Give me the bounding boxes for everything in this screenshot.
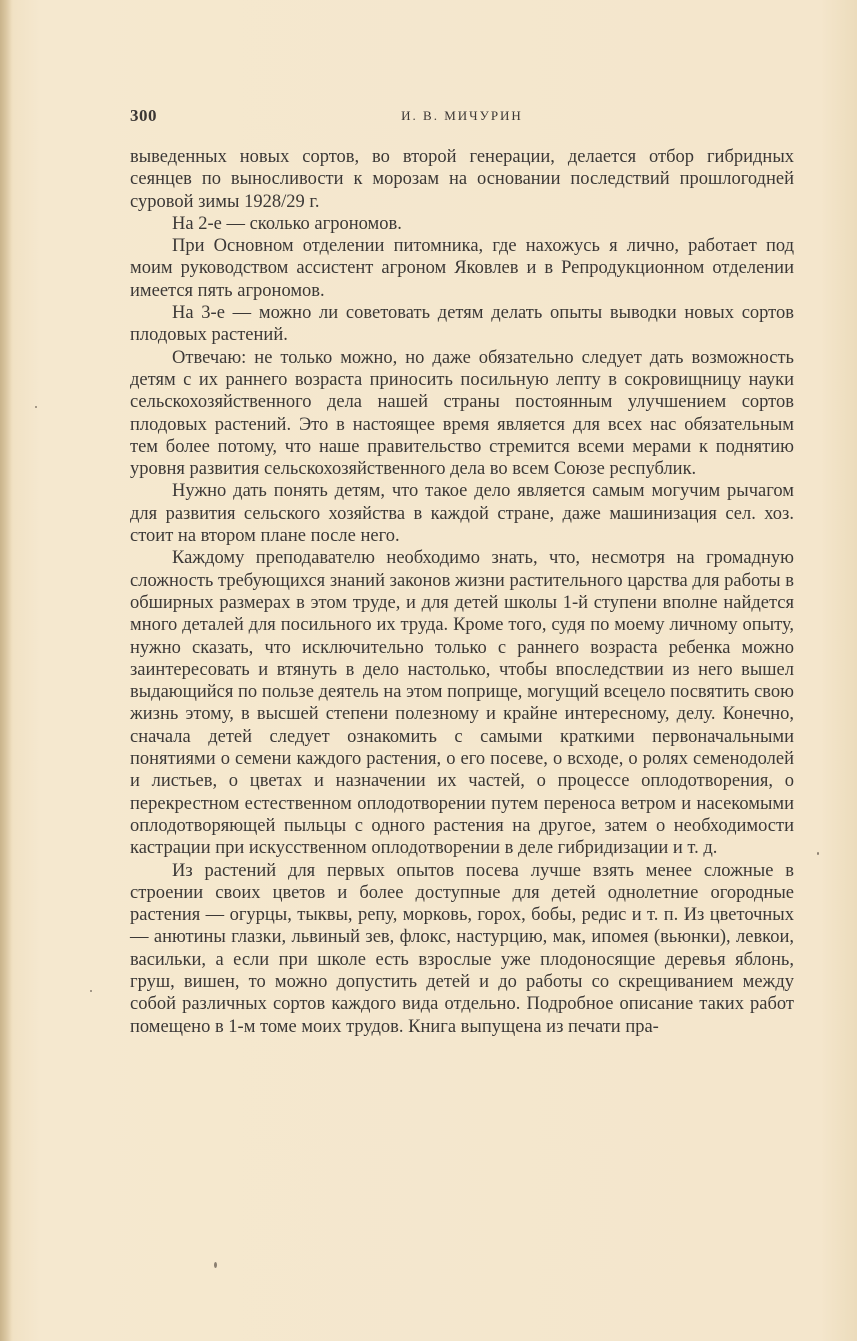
- paragraph: Отвечаю: не только можно, но даже обязательно следует дать возможность детям с их раннего возраста приносить посильную лепту в сокровищницу науки сельскохозяйственного дела нашей страны постоянным улучшением сортов плодовых растений. Это в настоящее время является для всех нас обязательным тем более потому, что наше правительство стремится всеми мерами к поднятию уровня развития сельскохозяйственного дела во всем Союзе республик.: [130, 347, 794, 480]
- paper-speck: [35, 406, 37, 408]
- paper-speck: [817, 852, 819, 855]
- paragraph: На 2-е — сколько агрономов.: [172, 213, 402, 234]
- paragraph: Каждому преподавателю необходимо знать, что, несмотря на громадную сложность требующихся знаний законов жизни растительного царства для работы в обширных размерах в этом труде, и для детей школы 1-й ступени вполне найдется много деталей для посильного их труда. Кроме того, судя по моему личному опыту, нужно сказать, что исключительно только с раннего возраста ребенка можно заинтересовать и втянуть в дело настолько, чтобы впоследствии из него вышел выдающийся по пользе деятель на этом поприще, могущий всецело посвятить свою жизнь этому, в высшей степени полезному и крайне интересному, делу. Конечно, сначала детей следует ознакомить с самыми краткими первоначальными понятиями о семени каждого растения, о его посеве, о всходе, о ролях семенодолей и листьев, о цветах и назначении их частей, о процессе оплодотворения, о перекрестном естественном оплодотворении путем переноса ветром и насекомыми оплодотворяющей пыльцы с одного растения на другое, затем о необходимости кастрации при искусственном оплодотворении в деле гибридизации и т. д.: [130, 548, 794, 859]
- paper-speck: [90, 990, 92, 992]
- paragraph: Из растений для первых опытов посева лучше взять менее сложные в строении своих цветов и более доступные для детей однолетние огородные растения — огурцы, тыквы, репу, морковь, горох, бобы, редис и т. п. Из цветочных — анютины глазки, львиный зев, флокс, настурцию, мак, ипомея (вьюнки), левкои, васильки, а если при школе есть взрослые уже плодоносящие деревья яблонь, груш, вишен, то можно допустить детей и до работы со скрещиванием между собой различных сортов каждого вида отдельно. Подробное описание таких работ помещено в 1-м томе моих трудов. Книга выпущена из печати пра-: [130, 860, 794, 1037]
- page-number: 300: [130, 106, 157, 125]
- paragraph: Нужно дать понять детям, что такое дело является самым могучим рычагом для развития сельского хозяйства в каждой стране, даже машинизация сел. хоз. стоит на втором плане после него.: [130, 481, 794, 547]
- page-edge-shadow: [0, 0, 12, 1341]
- page-header: [130, 106, 794, 126]
- paragraph: выведенных новых сортов, во второй генерации, делается отбор гибридных сеянцев по выносливости к морозам на основании последствий прошлогодней суровой зимы 1928/29 г.: [130, 147, 794, 212]
- paragraph: На 3-е — можно ли советовать детям делать опыты выводки новых сортов плодовых растений.: [130, 303, 794, 346]
- running-head: И. В. МИЧУРИН: [401, 108, 523, 123]
- paper-speck: [214, 1262, 217, 1268]
- body-text: [130, 146, 794, 1038]
- paragraph: При Основном отделении питомника, где нахожусь я лично, работает под моим руководством ассистент агроном Яковлев и в Репродукционном отделении имеется пять агрономов.: [130, 236, 794, 301]
